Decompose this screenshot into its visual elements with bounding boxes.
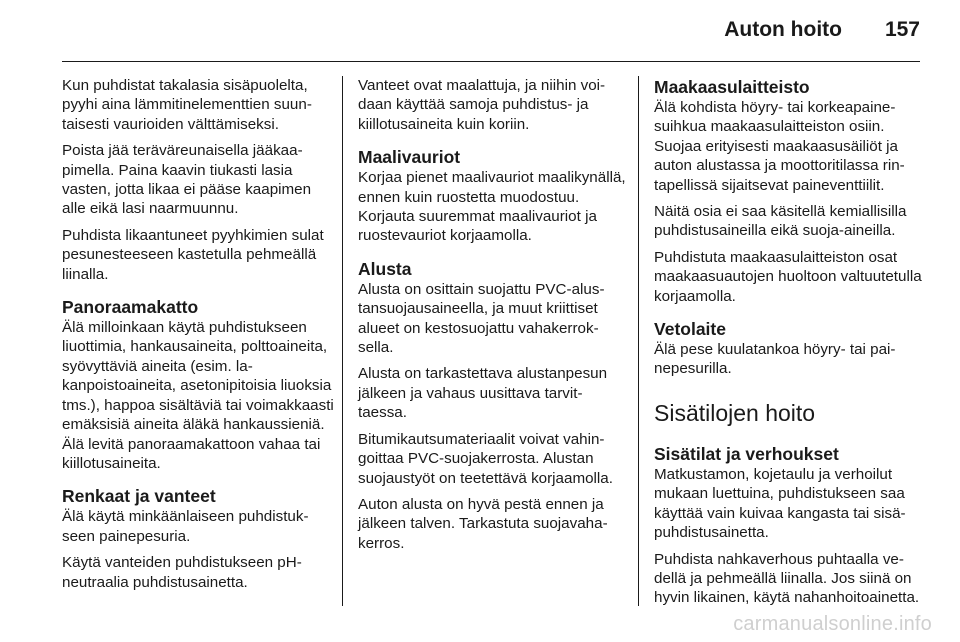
- column-3: [654, 76, 924, 615]
- paragraph: Puhdista likaantuneet pyyhkimien sulat pesunesteeseen kastetulla pehmeällä liinalla.: [62, 226, 324, 283]
- section-heading: Alusta: [358, 258, 412, 279]
- paragraph: Bitumikautsumateriaalit voivat vahingoittaa PVC-suojakerrosta. Alustan suojaustyöt on teetettävä korjaamolla.: [358, 430, 613, 487]
- paragraph: Kun puhdistat takalasia sisäpuolelta, pyyhi aina lämmitinelementtien suuntaisesti vaurioiden välttämiseksi.: [62, 77, 312, 133]
- page-header: [0, 0, 960, 62]
- chapter-heading: Sisätilojen hoito: [654, 399, 816, 426]
- paragraph: Alusta on osittain suojattu PVC-alustansuojausaineella, ja muut kriittiset alueet on kestosuojattu vahakerroksella.: [358, 280, 605, 357]
- paragraph: Näitä osia ei saa käsitellä kemiallisilla puhdistusaineilla eikä suoja-aineilla.: [654, 203, 907, 240]
- paragraph: Älä kohdista höyry- tai korkeapainesuihkua maakaasulaitteiston osiin. Suojaa erityisesti maakaasusäiliöt ja auton alustassa ja moottoritilassa rintapellissä sijaitsevat paineventtiilit.: [654, 99, 905, 194]
- paragraph: Puhdistuta maakaasulaitteiston osat maakaasuautojen huoltoon valtuutetulla korjaamolla.: [654, 248, 922, 305]
- paragraph: Matkustamon, kojetaulu ja verhoilut mukaan luettuina, puhdistukseen saa käyttää vain kuivaa kangasta tai sisäpuhdistusainetta.: [654, 465, 906, 542]
- paragraph: Puhdista nahkaverhous puhtaalla vedellä ja pehmeällä liinalla. Jos siinä on hyvin likainen, käytä nahanhoitoainetta.: [654, 550, 920, 607]
- column-divider: [342, 76, 343, 606]
- section-heading: Panoraamakatto: [62, 297, 199, 318]
- watermark: carmanualsonline.info: [733, 613, 932, 635]
- paragraph: Käytä vanteiden puhdistukseen pH-neutraalia puhdistusainetta.: [62, 554, 302, 591]
- running-title: Auton hoito: [724, 18, 842, 41]
- section-heading: Sisätilat ja verhoukset: [654, 443, 839, 464]
- header-rule: [62, 61, 920, 62]
- column-1: [62, 76, 334, 599]
- paragraph: Alusta on tarkastettava alustanpesun jälkeen ja vahaus uusittava tarvittaessa.: [358, 365, 608, 422]
- column-divider: [638, 76, 639, 606]
- paragraph: Vanteet ovat maalattuja, ja niihin voidaan käyttää samoja puhdistus- ja kiillotusaineita kuin koriin.: [358, 77, 606, 133]
- paragraph: Älä milloinkaan käytä puhdistukseen liuottimia, hankausaineita, polttoaineita, syövyttäviä aineita (esim. lakanpoistoaineita, asetonipitoisia liuoksia tms.), happoa sisältäviä tai voimakkaasti emäksisiä aineita äläkä hankaussieniä. Älä levitä panoraamakattoon vahaa tai kiillotusaineita.: [62, 319, 334, 472]
- paragraph: Auton alusta on hyvä pestä ennen ja jälkeen talven. Tarkastuta suojavahakerros.: [358, 495, 608, 552]
- page-number: 157: [884, 18, 920, 41]
- paragraph: Korjaa pienet maalivauriot maalikynällä, ennen kuin ruostetta muodostuu. Korjauta suuremmat maalivauriot ja ruostevauriot korjaamolla.: [358, 169, 626, 245]
- paragraph: Älä pese kuulatankoa höyry- tai painepesurilla.: [654, 341, 896, 378]
- section-heading: Maakaasulaitteisto: [654, 77, 810, 97]
- paragraph: Älä käytä minkäänlaiseen puhdistukseen painepesuria.: [62, 508, 309, 545]
- section-heading: Vetolaite: [654, 319, 726, 340]
- section-heading: Renkaat ja vanteet: [62, 486, 216, 507]
- column-2: [358, 76, 626, 560]
- paragraph: Poista jää teräväreunaisella jääkaapimella. Paina kaavin tiukasti lasia vasten, jotta likaa ei pääse kaapimen alle eikä lasi naarmuunnu.: [62, 142, 312, 218]
- section-heading: Maalivauriot: [358, 147, 461, 168]
